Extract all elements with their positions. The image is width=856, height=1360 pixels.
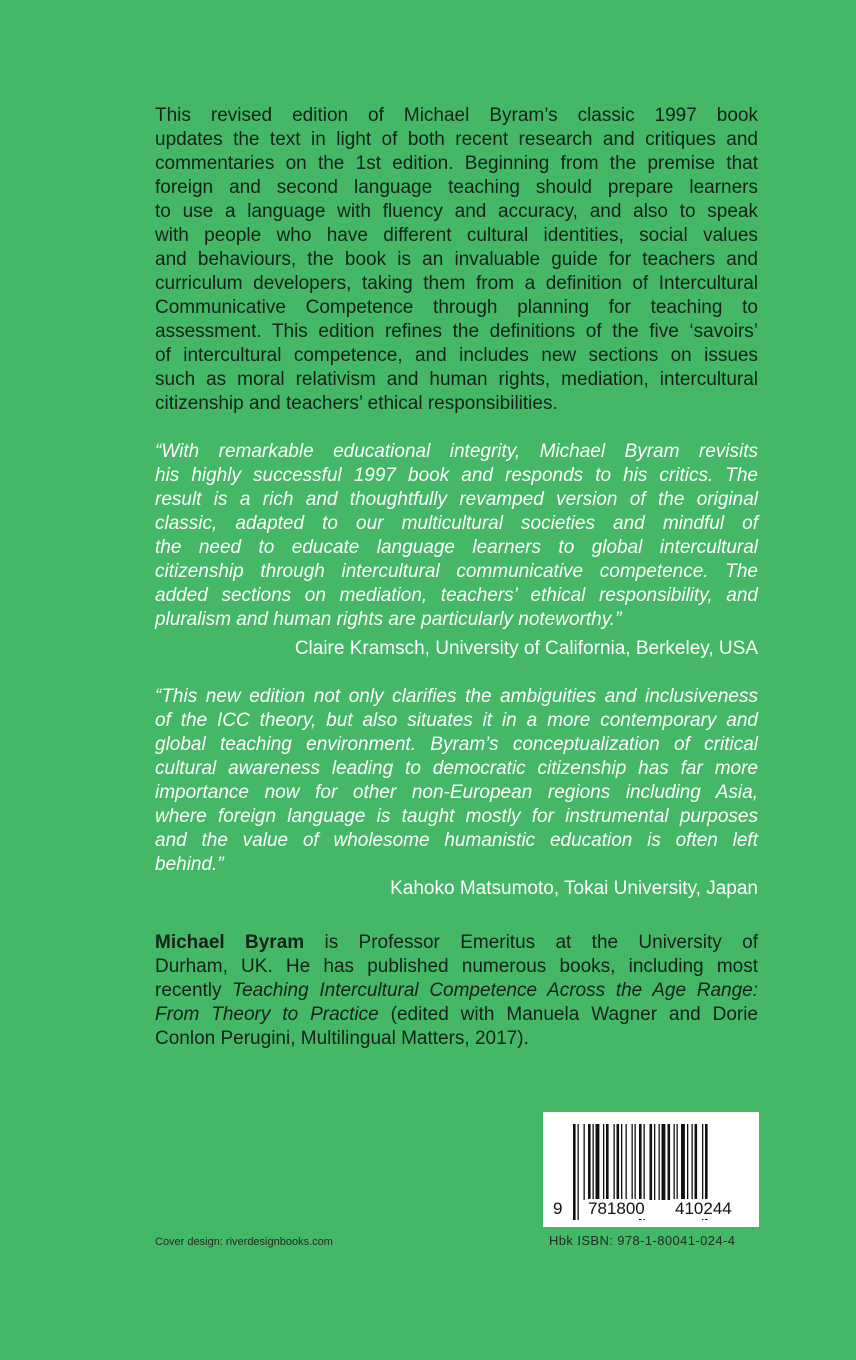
- text-line: citizenship through intercultural communicative competence. The: [155, 561, 758, 582]
- text-line: “This new edition not only clarifies the ambiguities and inclusiveness: [155, 686, 758, 707]
- isbn-label: Hbk ISBN: 978-1-80041-024-4: [549, 1233, 736, 1248]
- bio-line: Durham, UK. He has published numerous books, including most: [155, 956, 758, 977]
- review-quote-2: [155, 685, 758, 877]
- barcode-bar: [603, 1124, 604, 1200]
- barcode-bar: [596, 1124, 600, 1200]
- barcode-bar: [695, 1124, 698, 1200]
- barcode-bar: [687, 1124, 688, 1200]
- barcode-bar: [692, 1124, 693, 1200]
- text-line: and the value of wholesome humanistic education is often left: [155, 830, 758, 851]
- book-title: From Theory to Practice: [155, 1004, 379, 1025]
- text-line: classic, adapted to our multicultural societies and mindful of: [155, 513, 758, 534]
- barcode-bar: [593, 1124, 594, 1200]
- text-line: global teaching environment. Byram’s conceptualization of critical: [155, 734, 758, 755]
- text-line: commentaries on the 1st edition. Beginning from the premise that: [155, 153, 758, 174]
- text-line: such as moral relativism and human rights, mediation, intercultural: [155, 369, 758, 390]
- text-line: added sections on mediation, teachers’ ethical responsibility, and: [155, 585, 758, 606]
- text-line: with people who have different cultural identities, social values: [155, 225, 758, 246]
- barcode-bar: [659, 1124, 660, 1200]
- text-line: and behaviours, the book is an invaluable guide for teachers and: [155, 249, 758, 270]
- author-name: Michael Byram: [155, 932, 305, 953]
- barcode-bar: [681, 1124, 685, 1200]
- barcode-digits-left: 781800: [588, 1199, 645, 1218]
- text-line: pluralism and human rights are particularly noteworthy.”: [155, 609, 622, 630]
- barcode-bar: [606, 1124, 609, 1200]
- barcode-bar: [578, 1124, 579, 1220]
- barcode-bar: [584, 1124, 585, 1200]
- text-line: of intercultural competence, and includes new sections on issues: [155, 345, 758, 366]
- barcode-bar: [614, 1124, 615, 1200]
- text-line: Communicative Competence through planning for teaching to: [155, 297, 758, 318]
- text-line: foreign and second language teaching should prepare learners: [155, 177, 758, 198]
- review-quote-1: [155, 440, 758, 632]
- review-attribution-2: Kahoko Matsumoto, Tokai University, Japan: [390, 878, 758, 899]
- text-line: importance now for other non-European regions including Asia,: [155, 782, 758, 803]
- text-line: to use a language with fluency and accuracy, and also to speak: [155, 201, 758, 222]
- text-line: “With remarkable educational integrity, Michael Byram revisits: [155, 441, 758, 462]
- barcode-bar: [621, 1124, 622, 1200]
- text-line: the need to educate language learners to global intercultural: [155, 537, 758, 558]
- barcode-bar: [662, 1124, 666, 1200]
- text-line: of the ICC theory, but also situates it in a more contemporary and: [155, 710, 758, 731]
- text-line: curriculum developers, taking them from a definition of Intercultural: [155, 273, 758, 294]
- text-line: behind.”: [155, 854, 224, 875]
- barcode-bar: [573, 1124, 576, 1220]
- text-line: his highly successful 1997 book and responds to his critics. The: [155, 465, 758, 486]
- barcode-bar: [674, 1124, 675, 1200]
- barcode-bar: [650, 1124, 653, 1200]
- text-line: updates the text in light of both recent research and critiques and: [155, 129, 758, 150]
- bio-line: Conlon Perugini, Multilingual Matters, 2017).: [155, 1028, 529, 1049]
- text-line: cultural awareness leading to democratic citizenship has far more: [155, 758, 758, 779]
- bio-text: recently: [155, 980, 233, 1001]
- bio-line: [155, 1003, 758, 1027]
- text-line: result is a rich and thoughtfully revamped version of the original: [155, 489, 758, 510]
- description-paragraph: [155, 104, 758, 416]
- barcode-bar: [617, 1124, 620, 1200]
- bio-text: (edited with Manuela Wagner and Dorie: [378, 1004, 758, 1025]
- text-line: This revised edition of Michael Byram’s classic 1997 book: [155, 105, 758, 126]
- barcode-bar: [626, 1124, 627, 1200]
- text-line: citizenship and teachers’ ethical responsibilities.: [155, 393, 558, 414]
- author-bio: [155, 931, 758, 1051]
- review-attribution-1: Claire Kramsch, University of California, Berkeley, USA: [294, 638, 758, 659]
- bio-text: is Professor Emeritus at the University of: [304, 932, 758, 953]
- barcode-bar: [632, 1124, 633, 1200]
- bio-line: [155, 979, 758, 1003]
- barcode-digit-first: 9: [553, 1199, 563, 1218]
- barcode-bar: [635, 1124, 636, 1200]
- barcode: [543, 1112, 759, 1227]
- barcode-bar: [654, 1124, 655, 1200]
- book-title: Teaching Intercultural Competence Across the Age Range:: [232, 980, 758, 1001]
- barcode-digits-right: 410244: [675, 1199, 732, 1218]
- text-line: where foreign language is taught mostly for instrumental purposes: [155, 806, 758, 827]
- barcode-bar: [677, 1124, 678, 1200]
- text-line: assessment. This edition refines the definitions of the five ‘savoirs’: [155, 321, 758, 342]
- bio-line: [155, 931, 758, 955]
- barcode-bar: [588, 1124, 591, 1200]
- cover-design-credit: Cover design: riverdesignbooks.com: [155, 1236, 333, 1248]
- barcode-bar: [668, 1124, 671, 1200]
